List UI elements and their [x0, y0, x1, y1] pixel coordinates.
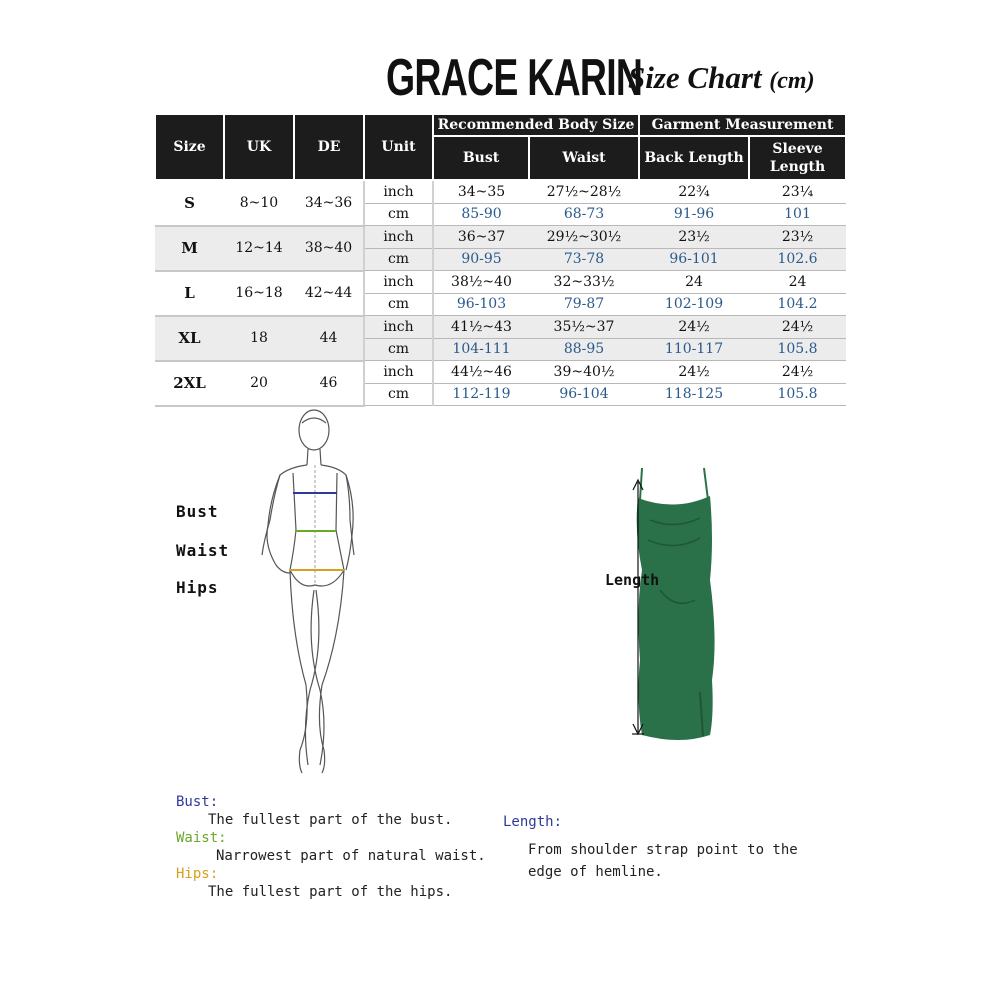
unit-cell: cm — [364, 383, 433, 406]
size-table — [154, 113, 847, 407]
bust-cell: 104-111 — [433, 338, 529, 361]
sleeve-length-cell: 105.8 — [749, 383, 846, 406]
unit-cell: cm — [364, 248, 433, 271]
sleeve-length-cell: 102.6 — [749, 248, 846, 271]
bust-note-title: Bust: — [176, 794, 219, 810]
sleeve-length-cell: 104.2 — [749, 293, 846, 316]
sleeve-length-cell: 24½ — [749, 361, 846, 384]
uk-cell: 12~14 — [224, 226, 294, 271]
table-row — [155, 271, 846, 294]
waist-cell: 29½~30½ — [529, 226, 639, 249]
length-label: Length — [605, 571, 660, 589]
length-note-text-2: edge of hemline. — [528, 864, 663, 880]
header-de: DE — [294, 114, 364, 180]
waist-cell: 39~40½ — [529, 361, 639, 384]
header-unit: Unit — [364, 114, 433, 180]
de-cell: 46 — [294, 361, 364, 406]
back-length-cell: 23½ — [639, 226, 749, 249]
header-sleeve-line-2: Length — [769, 159, 826, 175]
bust-cell: 96-103 — [433, 293, 529, 316]
waist-cell: 68-73 — [529, 203, 639, 226]
unit-cell: inch — [364, 361, 433, 384]
uk-cell: 16~18 — [224, 271, 294, 316]
header-back-length: Back Length — [639, 136, 749, 180]
waist-cell: 96-104 — [529, 383, 639, 406]
bust-cell: 38½~40 — [433, 271, 529, 294]
uk-cell: 18 — [224, 316, 294, 361]
waist-cell: 88-95 — [529, 338, 639, 361]
waist-note-title: Waist: — [176, 830, 227, 846]
back-length-cell: 91-96 — [639, 203, 749, 226]
unit-cell: cm — [364, 203, 433, 226]
sleeve-length-cell: 24½ — [749, 316, 846, 339]
de-cell: 34~36 — [294, 180, 364, 226]
back-length-cell: 118-125 — [639, 383, 749, 406]
header-size: Size — [155, 114, 224, 180]
waist-cell: 27½~28½ — [529, 180, 639, 203]
unit-cell: inch — [364, 226, 433, 249]
uk-cell: 20 — [224, 361, 294, 406]
unit-cell: inch — [364, 316, 433, 339]
waist-cell: 73-78 — [529, 248, 639, 271]
bust-note-text: The fullest part of the bust. — [208, 812, 453, 828]
sleeve-length-cell: 105.8 — [749, 338, 846, 361]
waist-cell: 35½~37 — [529, 316, 639, 339]
brand-logo: GRACE KARIN — [386, 49, 643, 107]
sleeve-length-cell: 23¼ — [749, 180, 846, 203]
de-cell: 42~44 — [294, 271, 364, 316]
header-waist: Waist — [529, 136, 639, 180]
bust-cell: 90-95 — [433, 248, 529, 271]
waist-label: Waist — [176, 541, 230, 560]
unit-cell: cm — [364, 293, 433, 316]
waist-cell: 32~33½ — [529, 271, 639, 294]
size-cell: XL — [155, 316, 224, 361]
de-cell: 44 — [294, 316, 364, 361]
back-length-cell: 24 — [639, 271, 749, 294]
waist-cell: 79-87 — [529, 293, 639, 316]
size-cell: 2XL — [155, 361, 224, 406]
fashion-figure-icon — [240, 405, 370, 785]
hips-note-text: The fullest part of the hips. — [208, 884, 453, 900]
unit-cell: inch — [364, 180, 433, 203]
bust-cell: 34~35 — [433, 180, 529, 203]
size-cell: L — [155, 271, 224, 316]
header-bust: Bust — [433, 136, 529, 180]
table-row — [155, 316, 846, 339]
bust-cell: 36~37 — [433, 226, 529, 249]
chart-title-text: Size Chart — [628, 60, 762, 95]
sleeve-length-cell: 23½ — [749, 226, 846, 249]
table-row — [155, 180, 846, 203]
back-length-cell: 110-117 — [639, 338, 749, 361]
hips-note-title: Hips: — [176, 866, 219, 882]
table-row — [155, 361, 846, 384]
back-length-cell: 24½ — [639, 316, 749, 339]
chart-title-unit: (cm) — [769, 68, 815, 94]
de-cell: 38~40 — [294, 226, 364, 271]
table-row — [155, 226, 846, 249]
length-note-text-1: From shoulder strap point to the — [528, 842, 798, 858]
back-length-cell: 22¾ — [639, 180, 749, 203]
back-length-cell: 96-101 — [639, 248, 749, 271]
bust-cell: 85-90 — [433, 203, 529, 226]
bust-cell: 112-119 — [433, 383, 529, 406]
header-group-body: Recommended Body Size — [433, 114, 639, 136]
unit-cell: cm — [364, 338, 433, 361]
header-uk: UK — [224, 114, 294, 180]
waist-note-text: Narrowest part of natural waist. — [216, 848, 486, 864]
sleeve-length-cell: 101 — [749, 203, 846, 226]
unit-cell: inch — [364, 271, 433, 294]
uk-cell: 8~10 — [224, 180, 294, 226]
bust-label: Bust — [176, 502, 219, 521]
back-length-cell: 24½ — [639, 361, 749, 384]
header-sleeve-line-1: Sleeve — [772, 141, 823, 157]
sleeve-length-cell: 24 — [749, 271, 846, 294]
header-group-garment: Garment Measurement — [639, 114, 846, 136]
bust-cell: 41½~43 — [433, 316, 529, 339]
length-note-title: Length: — [503, 814, 563, 830]
chart-title — [628, 62, 815, 93]
bust-cell: 44½~46 — [433, 361, 529, 384]
size-cell: S — [155, 180, 224, 226]
size-cell: M — [155, 226, 224, 271]
header-sleeve-length — [749, 136, 846, 180]
green-dress-icon — [600, 460, 720, 750]
hips-label: Hips — [176, 578, 219, 597]
back-length-cell: 102-109 — [639, 293, 749, 316]
